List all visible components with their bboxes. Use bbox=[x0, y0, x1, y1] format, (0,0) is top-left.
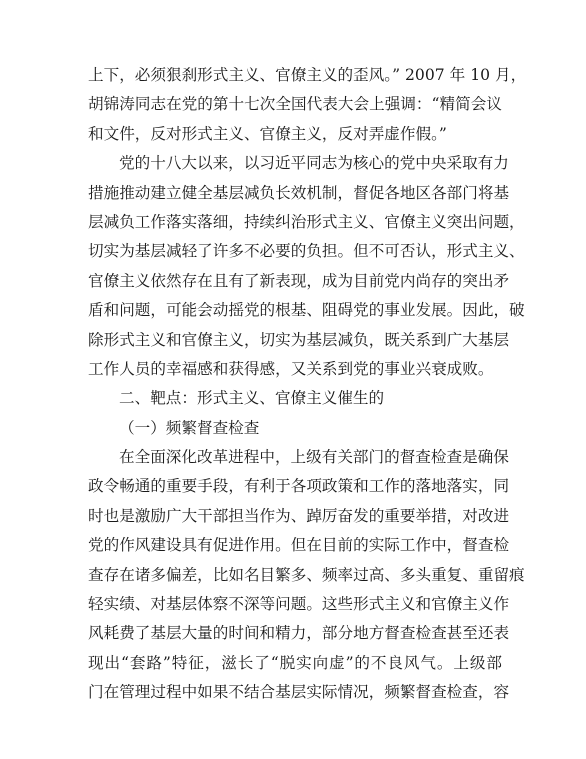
text-line: 轻实绩、对基层体察不深等问题。这些形式主义和官僚主义作 bbox=[88, 595, 510, 614]
text-line: 和文件，反对形式主义、官僚主义，反对弄虚作假。” bbox=[88, 124, 447, 143]
subsection-heading: （一）频繁督查检查 bbox=[119, 418, 260, 437]
text-line: 查存在诸多偏差，比如名目繁多、频率过高、多头重复、重留痕 bbox=[88, 565, 525, 584]
text-line: 门在管理过程中如果不结合基层实际情况，频繁督查检查，容 bbox=[88, 683, 510, 702]
text-line: 时也是激励广大干部担当作为、踔厉奋发的重要举措，对改进 bbox=[88, 506, 510, 525]
body-text bbox=[88, 61, 527, 708]
text-line: 胡锦涛同志在党的第十七次全国代表大会上强调：“精简会议 bbox=[88, 95, 502, 114]
text-line: 党的十八大以来，以习近平同志为核心的党中央采取有力 bbox=[119, 154, 509, 173]
text-line: 切实为基层减轻了许多不必要的负担。但不可否认，形式主义、 bbox=[88, 242, 525, 261]
text-line: 工作人员的幸福感和获得感，又关系到党的事业兴衰成败。 bbox=[88, 359, 494, 378]
text-line: 官僚主义依然存在且有了新表现，成为目前党内尚存的突出矛 bbox=[88, 271, 510, 290]
text-line: 层减负工作落实落细，持续纠治形式主义、官僚主义突出问题， bbox=[88, 212, 525, 231]
text-line: 盾和问题，可能会动摇党的根基、阻碍党的事业发展。因此，破 bbox=[88, 301, 525, 320]
text-line: 政令畅通的重要手段，有利于各项政策和工作的落地落实，同 bbox=[88, 477, 510, 496]
text-line: 上下，必须狠刹形式主义、官僚主义的歪风。” 2007 年 10 月， bbox=[88, 66, 527, 84]
text-line: 在全面深化改革进程中，上级有关部门的督查检查是确保 bbox=[119, 448, 509, 467]
section-heading: 二、靶点：形式主义、官僚主义催生的 bbox=[119, 389, 385, 408]
text-line: 现出“套路”特征，滋长了“脱实向虚”的不良风气。上级部 bbox=[88, 653, 502, 672]
text-line: 风耗费了基层大量的时间和精力，部分地方督查检查甚至还表 bbox=[88, 624, 510, 643]
text-line: 党的作风建设具有促进作用。但在目前的实际工作中，督查检 bbox=[88, 536, 510, 555]
text-line: 除形式主义和官僚主义，切实为基层减负，既关系到广大基层 bbox=[88, 330, 510, 349]
text-line: 措施推动建立健全基层减负长效机制，督促各地区各部门将基 bbox=[88, 183, 510, 202]
